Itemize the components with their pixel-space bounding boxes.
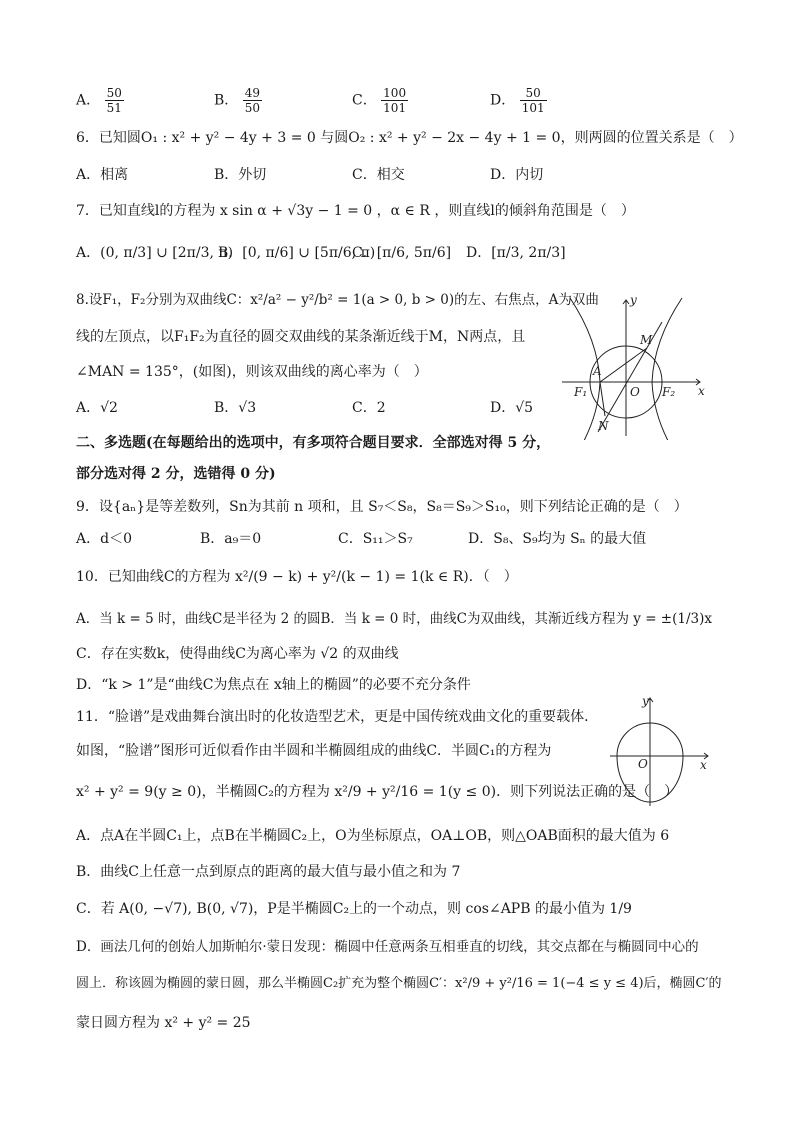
hyperbola-right-branch [652, 298, 682, 440]
numerator: 50 [106, 86, 122, 100]
numerator: 50 [520, 86, 547, 101]
q10-option-d: D．“k > 1”是“曲线C为焦点在 x轴上的椭圆”的必要不充分条件 [76, 677, 471, 693]
q7-option-d: D．[π/3, 2π/3] [466, 245, 566, 261]
q6-option-c: C．相交 [352, 167, 405, 183]
fraction [381, 86, 408, 115]
q7-stem: 7．已知直线l的方程为 x sin α + √3y − 1 = 0 ，α ∈ R ，则直线l的倾斜角范围是（ ） [76, 203, 635, 219]
q11-option-c: C．若 A(0, −√7), B(0, √7)，P是半椭圆C₂上的一个动点，则 cos∠APB 的最小值为 1/9 [76, 901, 632, 917]
q8-option-b: B．√3 [214, 400, 257, 416]
q7-option-a: A．(0, π/3] ∪ [2π/3, π) [76, 245, 234, 261]
q6-stem: 6．已知圆O₁ : x² + y² − 4y + 3 = 0 与圆O₂ : x² + y² − 2x − 4y + 1 = 0，则两圆的位置关系是（ ） [76, 130, 743, 146]
q10-option-ab: A．当 k = 5 时，曲线C是半径为 2 的圆B．当 k = 0 时，曲线C为双曲线，其渐近线方程为 y = ±(1/3)x [76, 611, 712, 627]
label-y: y [630, 293, 637, 307]
q6-option-a: A．相离 [76, 167, 129, 183]
q11-option-d-line3: 蒙日圆方程为 x² + y² = 25 [76, 1015, 251, 1031]
q7-option-c: C．[π/6, 5π/6] [352, 245, 452, 261]
q8-hyperbola-figure [560, 292, 710, 440]
q11-stem-line1: 11．“脸谱”是戏曲舞台演出时的化妆造型艺术，更是中国传统戏曲文化的重要载体． [76, 709, 599, 725]
label-x: x [698, 384, 705, 398]
label-o: O [630, 385, 640, 399]
q11-option-d-line2: 圆上．称该圆为椭圆的蒙日圆，那么半椭圆C₂扩充为整个椭圆C′：x²/9 + y²/16 = 1(−4 ≤ y ≤ 4)后，椭圆C′的 [76, 976, 722, 991]
q11-stem-line3: x² + y² = 9(y ≥ 0)，半椭圆C₂的方程为 x²/9 + y²/16 = 1(y ≤ 0)．则下列说法正确的是（ ） [76, 784, 679, 800]
label-f2: F₂ [662, 385, 676, 399]
option-label: C． [352, 92, 377, 109]
q11-face-mask-figure [608, 694, 714, 808]
segment-am [600, 348, 647, 382]
fraction [105, 86, 124, 115]
q8-option-a: A．√2 [76, 400, 118, 416]
q10-stem: 10．已知曲线C的方程为 x²/(9 − k) + y²/(k − 1) = 1(k ∈ R)．（ ） [76, 569, 518, 585]
label-f1: F₁ [574, 385, 588, 399]
label-n: N [598, 419, 609, 433]
fraction [243, 86, 262, 115]
denominator: 101 [383, 101, 407, 115]
q11-option-b: B．曲线C上任意一点到原点的距离的最大值与最小值之和为 7 [76, 864, 461, 880]
numerator: 49 [244, 86, 261, 100]
q8-stem-line1: 8.设F₁，F₂分别为双曲线C：x²/a² − y²/b² = 1(a > 0, b > 0)的左、右焦点，A为双曲 [76, 292, 599, 308]
q10-option-c: C．存在实数k，使得曲线C为离心率为 √2 的双曲线 [76, 646, 399, 662]
q5-option-d [490, 86, 547, 115]
q7-option-b: B．[0, π/6] ∪ [5π/6, π) [218, 245, 376, 261]
q6-option-b: B．外切 [214, 167, 267, 183]
label-y: y [642, 694, 649, 708]
q5-option-b [214, 86, 262, 115]
q11-option-d-line1: D．画法几何的创始人加斯帕尔·蒙日发现：椭圆中任意两条互相垂直的切线，其交点都在与椭圆同中心的 [76, 939, 699, 955]
denominator: 51 [106, 101, 122, 115]
denominator: 50 [244, 101, 261, 115]
q9-option-a: A．d＜0 [76, 531, 132, 547]
q6-option-d: D．内切 [490, 167, 544, 183]
q5-option-c [352, 86, 408, 115]
q11-stem-line2: 如图，“脸谱”图形可近似看作由半圆和半椭圆组成的曲线C．半圆C₁的方程为 [76, 743, 552, 759]
q11-option-a: A．点A在半圆C₁上，点B在半椭圆C₂上，O为坐标原点，OA⊥OB，则△OAB面积的最大值为 6 [76, 828, 670, 844]
q8-option-d: D．√5 [490, 400, 534, 416]
section2-heading-line1: 二、多选题(在每题给出的选项中，有多项符合题目要求．全部选对得 5 分， [76, 435, 551, 451]
q9-stem: 9．设{aₙ}是等差数列，Sn为其前 n 项和，且 S₇＜S₈，S₈＝S₉＞S₁₀，则下列结论正确的是（ ） [76, 499, 688, 515]
fraction [520, 86, 547, 115]
numerator: 100 [383, 86, 407, 100]
segment-an [600, 382, 605, 416]
option-label: B． [214, 92, 239, 109]
q9-option-c: C．S₁₁＞S₇ [338, 531, 413, 547]
option-label: A． [76, 92, 101, 109]
label-x: x [700, 758, 707, 772]
label-a: A [593, 364, 602, 378]
label-o: O [638, 757, 648, 771]
q9-option-d: D．S₈、S₉均为 Sₙ 的最大值 [468, 531, 647, 547]
label-m: M [640, 333, 653, 347]
q8-option-c: C．2 [352, 400, 386, 416]
denominator: 101 [521, 101, 545, 115]
q5-option-a [76, 86, 124, 115]
section2-heading-line2: 部分选对得 2 分，选错得 0 分) [76, 466, 276, 482]
q8-stem-line3: ∠MAN = 135°，(如图)，则该双曲线的离心率为（ ） [76, 364, 428, 380]
option-label: D． [490, 92, 516, 109]
q8-stem-line2: 线的左顶点，以F₁F₂为直径的圆交双曲线的某条渐近线于M，N两点，且 [76, 329, 526, 345]
q9-option-b: B．a₉＝0 [200, 531, 262, 547]
